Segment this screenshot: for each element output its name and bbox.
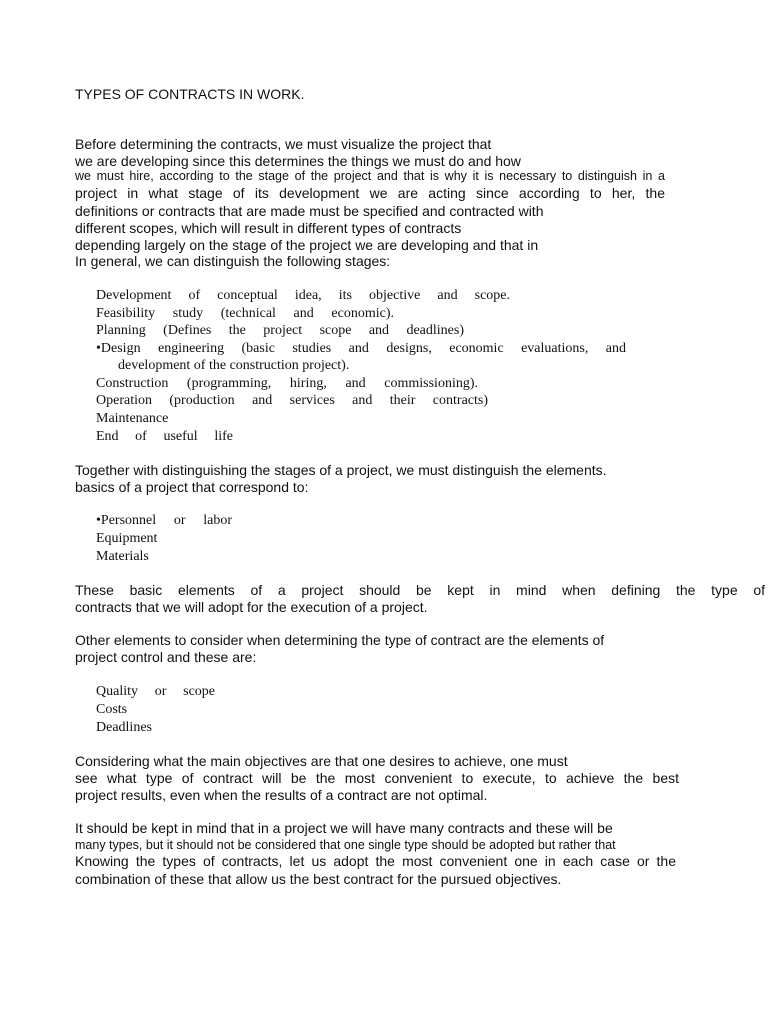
intro-line: project in what stage of its development we are acting since according to her, the <box>75 185 665 201</box>
element-item: •Personnel or labor <box>96 513 232 528</box>
stage-item: Feasibility study (technical and economic). <box>96 306 394 321</box>
stage-item: Construction (programming, hiring, and commissioning). <box>96 376 478 391</box>
stage-item: Planning (Defines the project scope and deadlines) <box>96 323 464 338</box>
final-para-line: combination of these that allow us the best contract for the pursued objectives. <box>75 871 562 887</box>
page-title: TYPES OF CONTRACTS IN WORK. <box>75 86 305 102</box>
intro-line: In general, we can distinguish the following stages: <box>75 253 391 269</box>
elements-intro-line: basics of a project that correspond to: <box>75 479 309 495</box>
intro-line: different scopes, which will result in different types of contracts <box>75 220 462 236</box>
final-para-line: Knowing the types of contracts, let us adopt the most convenient one in each case or the <box>75 853 676 869</box>
elements-intro-line: Together with distinguishing the stages of a project, we must distinguish the elements. <box>75 462 607 478</box>
intro-line: definitions or contracts that are made must be specified and contracted with <box>75 203 544 219</box>
control-item: Deadlines <box>96 720 152 735</box>
final-para-line: many types, but it should not be considered that one single type should be adopted but rather that <box>75 838 616 852</box>
intro-line: we are developing since this determines the things we must do and how <box>75 153 521 169</box>
element-item: Materials <box>96 549 149 564</box>
intro-line: Before determining the contracts, we must visualize the project that <box>75 136 492 152</box>
control-intro-line: project control and these are: <box>75 649 257 665</box>
stage-item: End of useful life <box>96 429 233 444</box>
intro-line: depending largely on the stage of the project we are developing and that in <box>75 237 539 253</box>
basic-para-line: contracts that we will adopt for the execution of a project. <box>75 599 428 615</box>
objectives-para-line: project results, even when the results of a contract are not optimal. <box>75 787 488 803</box>
stage-item: Operation (production and services and their contracts) <box>96 393 488 408</box>
stage-item-continued: development of the construction project). <box>118 358 350 373</box>
final-para-line: It should be kept in mind that in a project we will have many contracts and these will be <box>75 820 613 836</box>
stage-item: Development of conceptual idea, its objective and scope. <box>96 288 510 303</box>
intro-line: we must hire, according to the stage of the project and that is why it is necessary to distinguish in a <box>75 169 665 183</box>
objectives-para-line: see what type of contract will be the most convenient to execute, to achieve the best <box>75 770 679 786</box>
control-intro-line: Other elements to consider when determining the type of contract are the elements of <box>75 632 605 648</box>
objectives-para-line: Considering what the main objectives are that one desires to achieve, one must <box>75 753 568 769</box>
element-item: Equipment <box>96 531 158 546</box>
control-item: Quality or scope <box>96 684 215 699</box>
basic-para-line: These basic elements of a project should be kept in mind when defining the type of <box>75 582 765 598</box>
control-item: Costs <box>96 702 128 717</box>
stage-item: •Design engineering (basic studies and designs, economic evaluations, and <box>96 341 626 356</box>
stage-item: Maintenance <box>96 411 169 426</box>
